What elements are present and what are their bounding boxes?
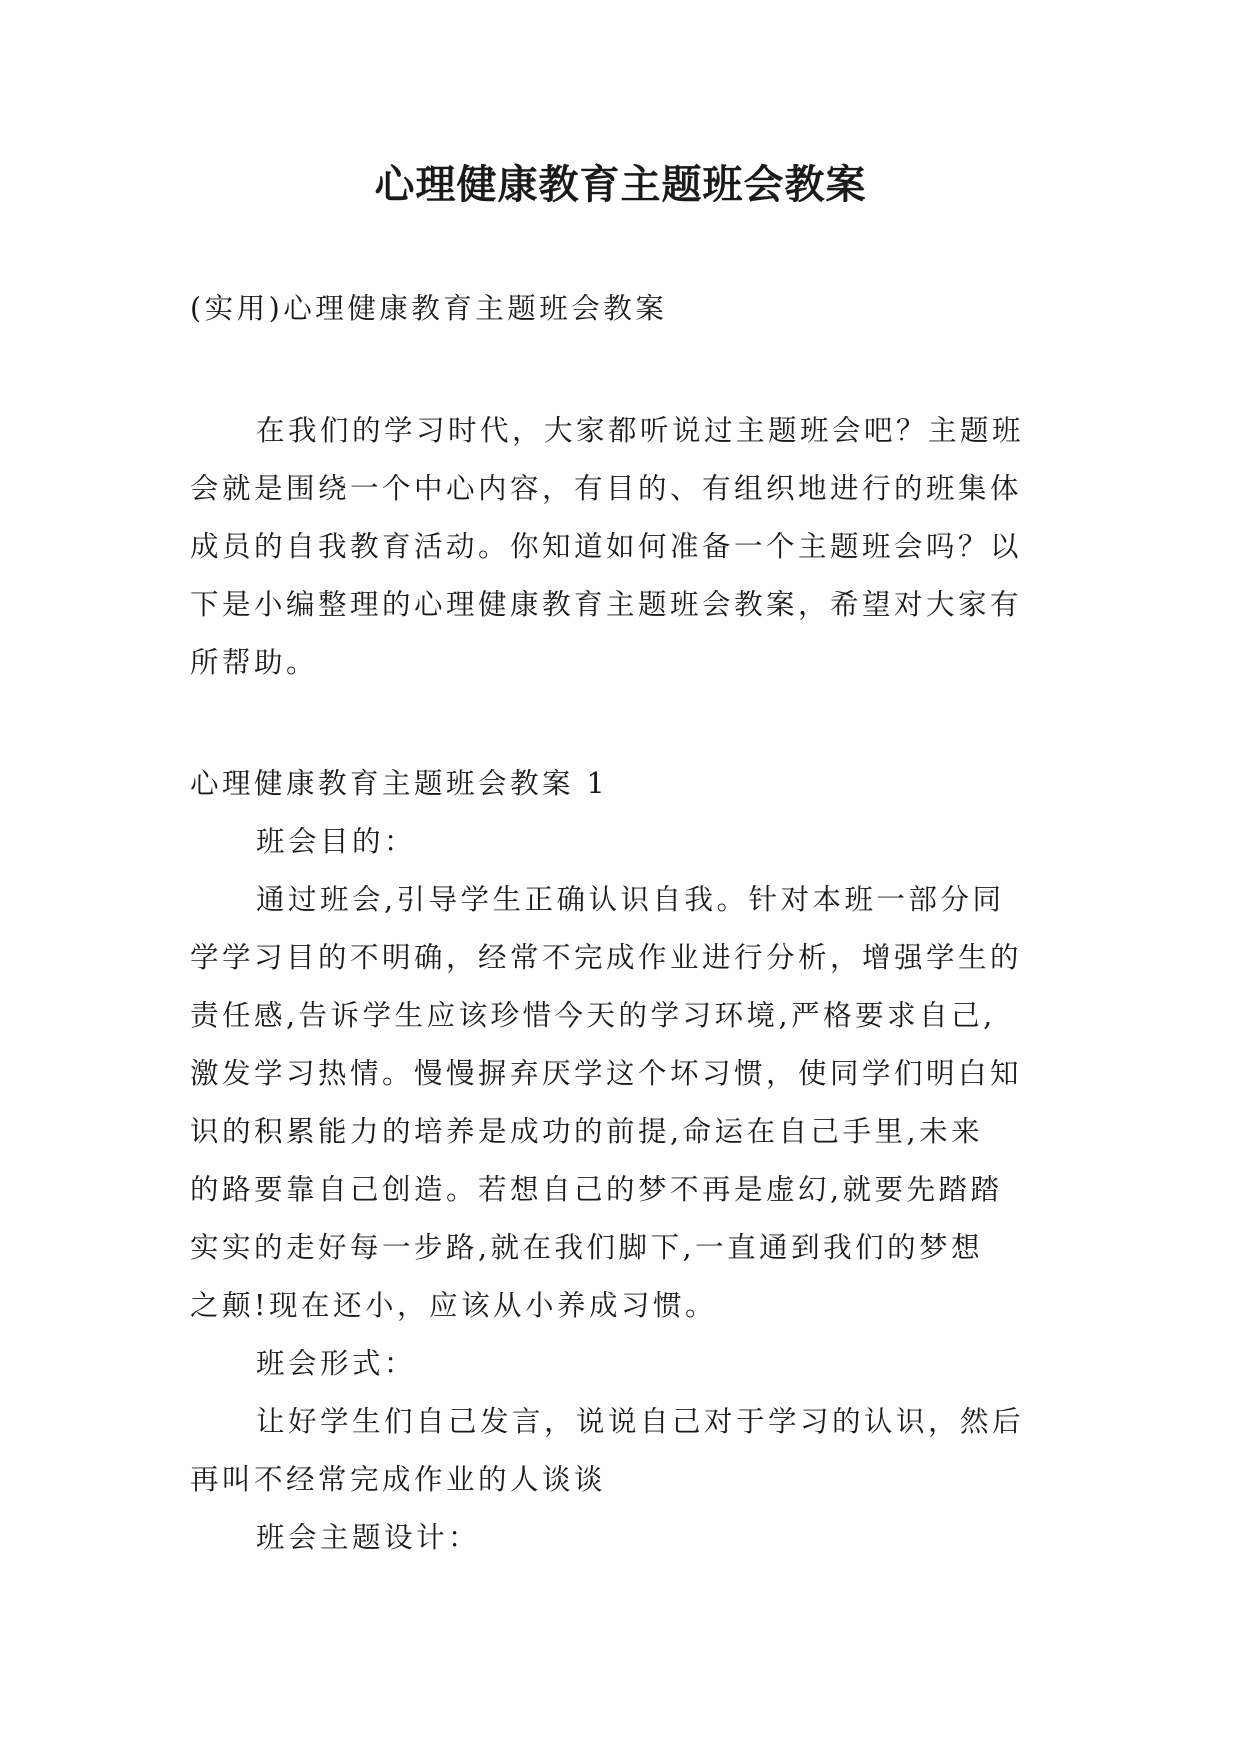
intro-line-3: 成员的自我教育活动。你知道如何准备一个主题班会吗？以: [190, 530, 1023, 563]
purpose-line-3: 责任感,告诉学生应该珍惜今天的学习环境,严格要求自己,: [190, 999, 996, 1032]
intro-line-4: 下是小编整理的心理健康教育主题班会教案，希望对大家有: [190, 588, 1023, 621]
document-title: 心理健康教育主题班会教案: [374, 161, 867, 208]
design-label: 班会主题设计：: [256, 1521, 481, 1554]
purpose-line-7: 实实的走好每一步路,就在我们脚下,一直通到我们的梦想: [190, 1231, 984, 1264]
purpose-line-2: 学学习目的不明确，经常不完成作业进行分析，增强学生的: [190, 941, 1023, 974]
intro-line-5: 所帮助。: [190, 646, 319, 679]
form-line-1: 让好学生们自己发言，说说自己对于学习的认识，然后: [256, 1405, 1025, 1438]
form-label: 班会形式：: [256, 1347, 417, 1380]
form-line-2: 再叫不经常完成作业的人谈谈: [190, 1463, 607, 1496]
purpose-line-8: 之颠!现在还小，应该从小养成习惯。: [190, 1289, 717, 1322]
purpose-line-6: 的路要靠自己创造。若想自己的梦不再是虚幻,就要先踏踏: [190, 1173, 1003, 1206]
section-heading: 心理健康教育主题班会教案 1: [190, 767, 609, 800]
purpose-line-5: 识的积累能力的培养是成功的前提,命运在自己手里,未来: [190, 1115, 984, 1148]
purpose-line-4: 激发学习热情。慢慢摒弃厌学这个坏习惯，使同学们明白知: [190, 1057, 1023, 1090]
purpose-line-1: 通过班会,引导学生正确认识自我。针对本班一部分同: [256, 883, 1005, 916]
intro-line-1: 在我们的学习时代，大家都听说过主题班会吧？主题班: [256, 414, 1025, 447]
intro-line-2: 会就是围绕一个中心内容，有目的、有组织地进行的班集体: [190, 472, 1023, 505]
purpose-label: 班会目的：: [256, 825, 417, 858]
document-subtitle: (实用)心理健康教育主题班会教案: [190, 292, 668, 325]
